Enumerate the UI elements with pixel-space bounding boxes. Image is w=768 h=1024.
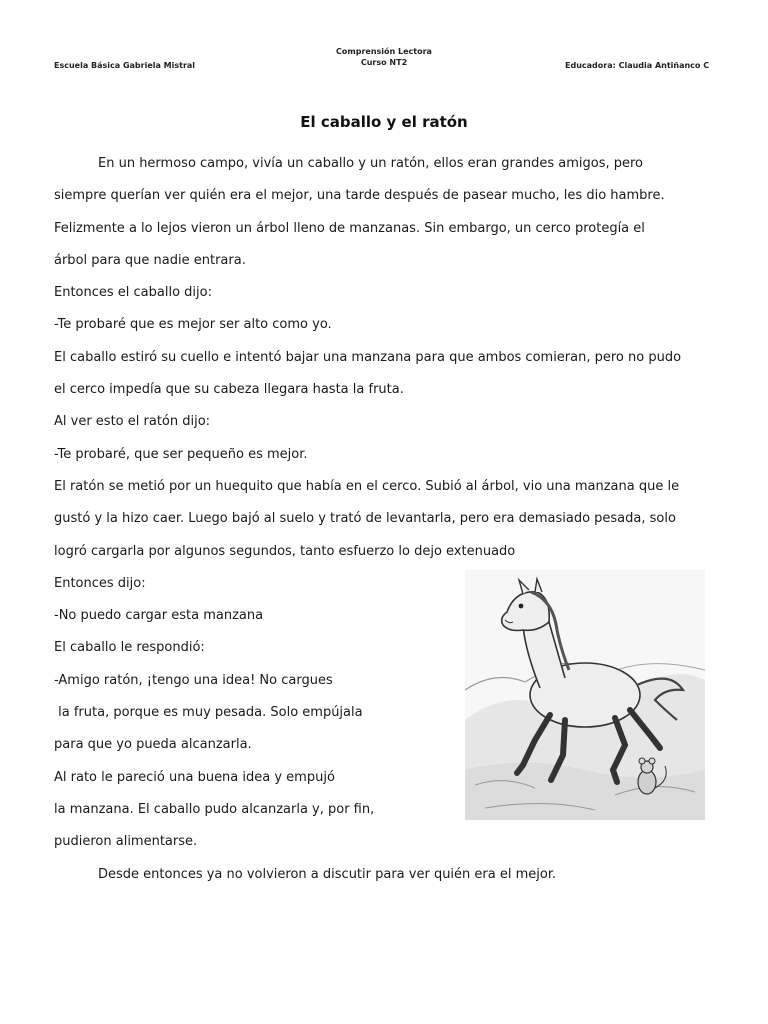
horse-icon [465, 570, 705, 820]
story-line: -Amigo ratón, ¡tengo una idea! No cargues [54, 672, 333, 688]
story-line: Desde entonces ya no volvieron a discutir para ver quién era el mejor. [98, 866, 557, 882]
header-subject: Comprensión Lectora [336, 47, 432, 56]
header-course: Curso NT2 [360, 58, 408, 67]
story-line: Al rato le pareció una buena idea y empujó [54, 769, 335, 785]
story-line: gustó y la hizo caer. Luego bajó al suelo y trató de levantarla, pero era demasiado pesada, solo [54, 511, 676, 527]
story-line: pudieron alimentarse. [54, 834, 198, 850]
story-line: la fruta, porque es muy pesada. Solo empújala [54, 705, 363, 721]
story-line: En un hermoso campo, vivía un caballo y un ratón, ellos eran grandes amigos, pero [98, 156, 644, 171]
story-line: Entonces el caballo dijo: [54, 285, 212, 301]
story-title: El caballo y el ratón [300, 113, 468, 131]
story-line: Felizmente a lo lejos vieron un árbol lleno de manzanas. Sin embargo, un cerco protegía el [54, 220, 645, 236]
story-line: El caballo estiró su cuello e intentó bajar una manzana para que ambos comieran, pero no pudo [54, 349, 682, 365]
story-line: -Te probaré, que ser pequeño es mejor. [54, 446, 308, 462]
story-line: Al ver esto el ratón dijo: [54, 414, 211, 430]
story-line: árbol para que nadie entrara. [54, 252, 246, 268]
story-line: El ratón se metió por un huequito que había en el cerco. Subió al árbol, vio una manzana que le [54, 478, 680, 494]
story-line: siempre querían ver quién era el mejor, una tarde después de pasear mucho, les dio hambre. [54, 188, 665, 204]
header-teacher: Educadora: Claudia Antiñanco C [565, 61, 710, 70]
story-line: -Te probaré que es mejor ser alto como yo. [54, 317, 332, 333]
story-line: -No puedo cargar esta manzana [54, 608, 264, 624]
story-line: logró cargarla por algunos segundos, tanto esfuerzo lo dejo extenuado [54, 543, 516, 559]
story-line: el cerco impedía que su cabeza llegara hasta la fruta. [54, 382, 404, 398]
story-line: Entonces dijo: [54, 575, 146, 591]
horse-and-mouse-illustration [465, 570, 705, 820]
header-school: Escuela Básica Gabriela Mistral [54, 61, 196, 70]
story-line: El caballo le respondió: [54, 640, 205, 656]
story-line: para que yo pueda alcanzarla. [54, 737, 252, 753]
story-line: la manzana. El caballo pudo alcanzarla y, por fin, [54, 801, 375, 817]
